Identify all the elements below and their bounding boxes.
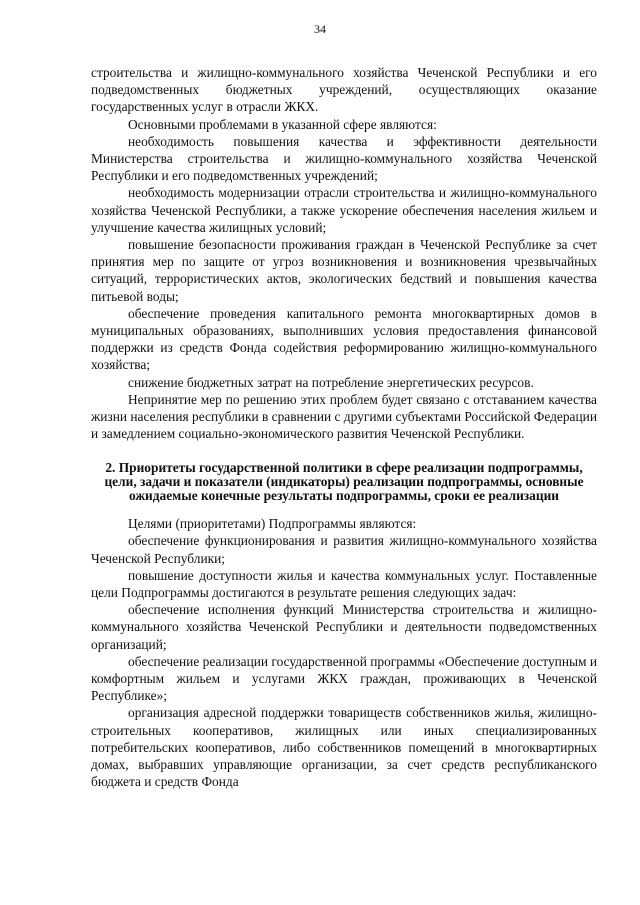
goals-intro: Целями (приоритетами) Подпрограммы являются:: [128, 516, 417, 532]
task-item: обеспечение исполнения функций Министерства строительства и жилищно-коммунального хозяйства Чеченской Республики и деятельности подведомственных организаций;: [91, 602, 597, 652]
task-item: обеспечение реализации государственной программы «Обеспечение доступным и комфортным жильем и услугами ЖКХ граждан, проживающих в Чеченской Республике»;: [91, 653, 597, 704]
problems-intro: Основными проблемами в указанной сфере являются:: [128, 116, 437, 132]
problem-item: снижение бюджетных затрат на потребление энергетических ресурсов.: [128, 374, 534, 390]
page-number: 34: [314, 22, 326, 36]
problem-item: необходимость модернизации отрасли строительства и жилищно-коммунального хозяйства Чеченской Республики, а также ускорение обеспечения населения жильем и улучшение качества жилищных условий;: [91, 185, 597, 235]
continued-paragraph: строительства и жилищно-коммунального хозяйства Чеченской Республики и его подведомственных бюджетных учреждений, осуществляющих оказание государственных услуг в отрасли ЖКХ.: [91, 65, 597, 115]
problem-item: повышение безопасности проживания граждан в Чеченской Республике за счет принятия мер по защите от угроз возникновения и возникновения чрезвычайных ситуаций, террористических актов, экологических бедствий и повышения качества питьевой воды;: [91, 237, 597, 304]
problem-item: необходимость повышения качества и эффективности деятельности Министерства строительства и жилищно-коммунального хозяйства Чеченской Республики и его подведомственных учреждений;: [91, 133, 597, 184]
goal-item: повышение доступности жилья и качества коммунальных услуг. Поставленные цели Подпрограммы достигаются в результате решения следующих задач:: [91, 567, 597, 601]
document-body: [91, 64, 597, 791]
conclusion-paragraph: Непринятие мер по решению этих проблем будет связано с отставанием качества жизни населения республики в сравнении с другими субъектами Российской Федерации и замедлением социально-экономического развития Чеченской Республики.: [91, 391, 597, 442]
goal-item: обеспечение функционирования и развития жилищно-коммунального хозяйства Чеченской Республики;: [91, 533, 597, 566]
problem-item: обеспечение проведения капитального ремонта многоквартирных домов в муниципальных образованиях, выполнивших условия предоставления финансовой поддержки из средств Фонда содействия реформированию жилищно-коммунального хозяйства;: [91, 305, 597, 373]
section-heading: 2. Приоритеты государственной политики в сфере реализации подпрограммы, цели, задачи и показатели (индикаторы) реализации подпрограммы, основные ожидаемые конечные результаты подпрограммы, сроки ее реализации: [104, 460, 584, 503]
task-item: организация адресной поддержки товариществ собственников жилья, жилищно-строительных кооперативов, жилищных или иных специализированных потребительских кооперативов, либо собственников помещений в многоквартирных домах, выбравших управляющие организации, за счет средств республиканского бюджета и средств Фонда: [91, 705, 597, 790]
